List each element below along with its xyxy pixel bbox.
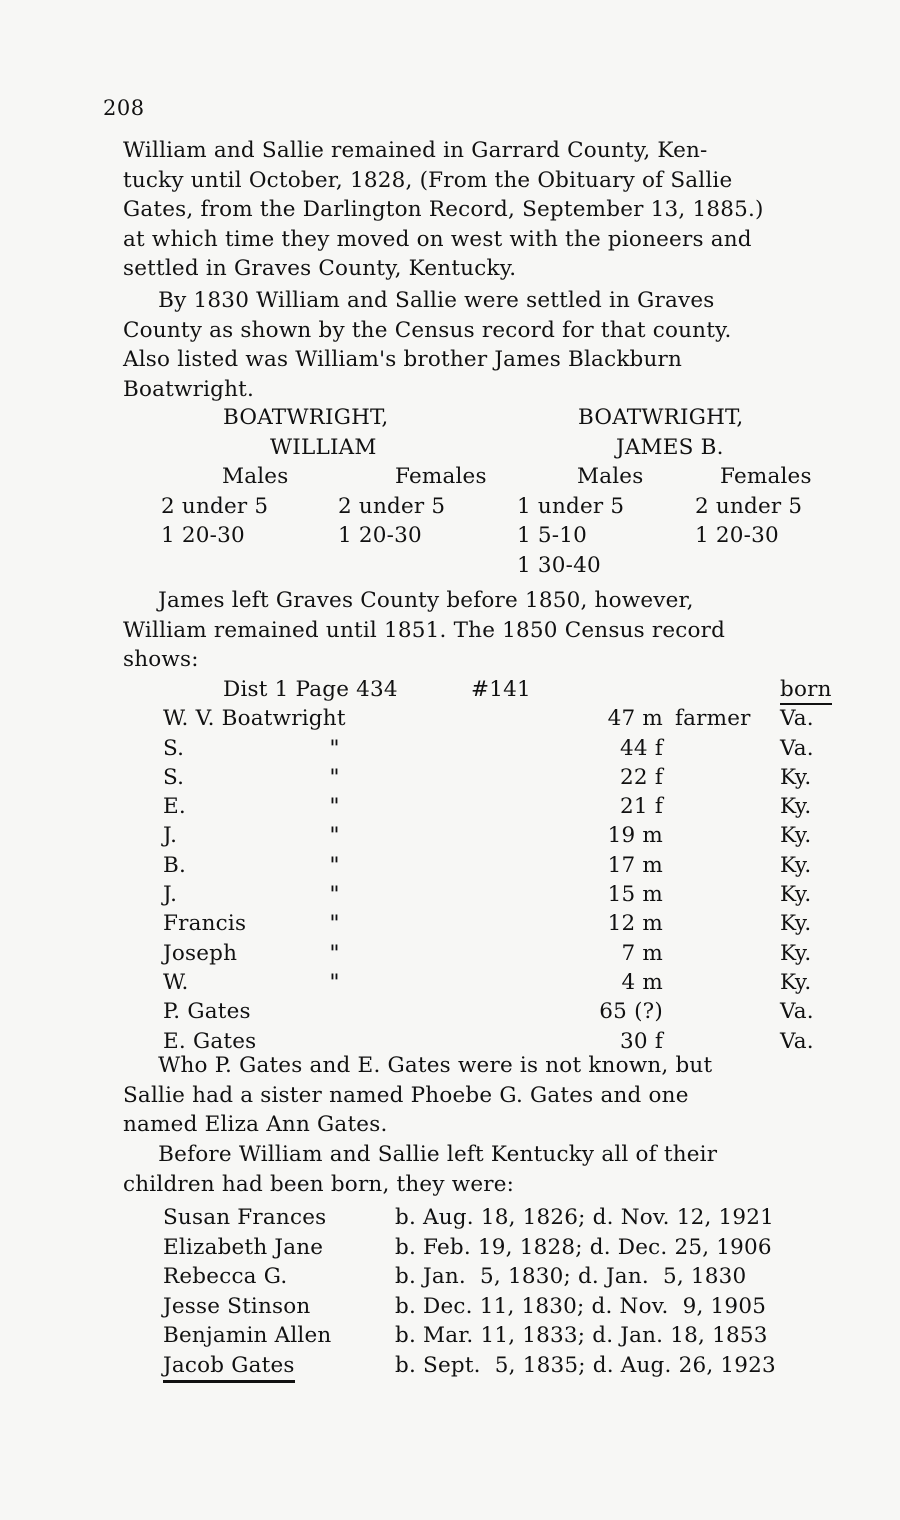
children-list xyxy=(123,1203,900,1381)
text-line: Boatwright. xyxy=(123,376,255,402)
column-header-females-2: Females xyxy=(720,464,812,490)
text-line: children had been born, they were: xyxy=(123,1171,515,1197)
person-age: 19 m xyxy=(607,823,663,849)
tally-females-1-row-2: 1 20-30 xyxy=(338,523,422,549)
ditto-mark: " xyxy=(328,823,342,849)
ditto-mark: " xyxy=(328,940,342,966)
child-name-highlighted xyxy=(163,1351,295,1381)
ditto-mark: " xyxy=(328,764,342,790)
person-age: 47 m xyxy=(607,706,663,732)
tally-males-1-row-2: 1 20-30 xyxy=(161,523,245,549)
child-name: Rebecca G. xyxy=(163,1264,288,1290)
child-name-text: Jacob Gates xyxy=(163,1353,295,1383)
census-1830-data-row xyxy=(123,492,900,522)
household-1-given: WILLIAM xyxy=(270,434,377,460)
household-1-surname: BOATWRIGHT, xyxy=(223,405,389,430)
text-line: William and Sallie remained in Garrard County, Ken- xyxy=(123,138,708,163)
person-name: S. xyxy=(163,735,185,761)
column-header-born xyxy=(780,675,832,704)
text-line: Gates, from the Darlington Record, September 13, 1885.) xyxy=(123,197,764,223)
table-row xyxy=(123,821,900,850)
person-age: 17 m xyxy=(607,852,663,878)
person-age: 22 f xyxy=(620,764,663,790)
table-row xyxy=(123,939,900,968)
ditto-mark: " xyxy=(328,969,342,995)
child-name: Susan Frances xyxy=(163,1205,327,1230)
child-dates: b. Jan. 5, 1830; d. Jan. 5, 1830 xyxy=(395,1264,747,1290)
list-item xyxy=(123,1292,900,1322)
text-line: County as shown by the Census record for that county. xyxy=(123,317,732,343)
text-line: tucky until October, 1828, (From the Obituary of Sallie xyxy=(123,167,733,193)
ditto-mark: " xyxy=(328,794,342,820)
tally-females-2-row-2: 1 20-30 xyxy=(695,523,779,549)
table-row xyxy=(123,763,900,792)
table-row xyxy=(123,880,900,909)
person-birthplace: Ky. xyxy=(780,764,812,790)
person-name: J. xyxy=(163,882,178,908)
person-age: 30 f xyxy=(620,1028,663,1054)
person-name: W. V. Boatwright xyxy=(163,706,346,732)
person-name: J. xyxy=(163,823,178,849)
ditto-mark: " xyxy=(328,911,342,937)
person-age: 15 m xyxy=(607,882,663,908)
ditto-mark: " xyxy=(328,882,342,908)
text-line: By 1830 William and Sallie were settled in Graves xyxy=(123,288,715,313)
person-birthplace: Va. xyxy=(780,1028,814,1054)
person-birthplace: Ky. xyxy=(780,940,812,966)
person-birthplace: Ky. xyxy=(780,794,812,820)
list-item xyxy=(123,1203,900,1233)
person-age: 4 m xyxy=(621,969,663,995)
person-name: E. xyxy=(163,794,186,820)
column-header-females-1: Females xyxy=(395,464,487,490)
person-birthplace: Ky. xyxy=(780,882,812,908)
person-name: B. xyxy=(163,852,187,878)
ditto-mark: " xyxy=(328,852,342,878)
person-name: Joseph xyxy=(163,940,238,966)
table-row xyxy=(123,909,900,938)
child-dates: b. Feb. 19, 1828; d. Dec. 25, 1906 xyxy=(395,1234,772,1260)
text-line: named Eliza Ann Gates. xyxy=(123,1112,388,1138)
person-age: 7 m xyxy=(621,940,663,966)
table-row xyxy=(123,997,900,1026)
list-item xyxy=(123,1351,900,1381)
table-row xyxy=(123,734,900,763)
child-name: Benjamin Allen xyxy=(163,1323,332,1349)
list-item xyxy=(123,1321,900,1351)
child-dates: b. Dec. 11, 1830; d. Nov. 9, 1905 xyxy=(395,1293,767,1319)
paragraph-1830-graves-county xyxy=(123,286,900,404)
census-1830-column-headers xyxy=(123,462,900,492)
tally-males-2-row-3: 1 30-40 xyxy=(517,552,601,578)
text-line: at which time they moved on west with the pioneers and xyxy=(123,226,752,252)
child-name: Elizabeth Jane xyxy=(163,1234,324,1260)
census-1830-data-row xyxy=(123,551,900,581)
person-age: 44 f xyxy=(620,735,663,761)
person-age: 65 (?) xyxy=(599,999,663,1025)
list-item xyxy=(123,1262,900,1292)
table-row xyxy=(123,851,900,880)
person-name: W. xyxy=(163,969,189,995)
household-2-surname: BOATWRIGHT, xyxy=(578,405,744,430)
tally-males-2-row-1: 1 under 5 xyxy=(517,493,625,519)
text-line: Also listed was William's brother James Blackburn xyxy=(123,347,683,373)
person-name: S. xyxy=(163,764,185,790)
tally-females-1-row-1: 2 under 5 xyxy=(338,493,446,519)
household-2-given: JAMES B. xyxy=(616,434,724,460)
household-number: #141 xyxy=(471,677,531,702)
paragraph-william-sallie-garrard xyxy=(123,136,900,284)
census-1830-surname-row xyxy=(123,403,900,433)
person-name: Francis xyxy=(163,911,247,937)
person-birthplace: Ky. xyxy=(780,823,812,849)
person-birthplace: Va. xyxy=(780,706,814,732)
paragraph-james-left-graves xyxy=(123,586,900,675)
table-row xyxy=(123,704,900,733)
person-birthplace: Va. xyxy=(780,999,814,1025)
text-line: James left Graves County before 1850, however, xyxy=(123,588,694,613)
census-1850-header-row xyxy=(123,675,900,704)
tally-males-1-row-1: 2 under 5 xyxy=(161,493,269,519)
paragraph-who-were-gates xyxy=(123,1051,900,1140)
census-1830-data-row xyxy=(123,521,900,551)
page-number: 208 xyxy=(103,96,145,120)
column-header-born-text: born xyxy=(780,677,832,705)
person-age: 21 f xyxy=(620,794,663,820)
person-occupation: farmer xyxy=(675,706,751,732)
person-birthplace: Ky. xyxy=(780,911,812,937)
census-1830-table xyxy=(123,403,900,581)
text-line: Sallie had a sister named Phoebe G. Gates and one xyxy=(123,1082,689,1108)
text-line: William remained until 1851. The 1850 Census record xyxy=(123,617,726,643)
child-name: Jesse Stinson xyxy=(163,1293,311,1319)
list-item xyxy=(123,1233,900,1263)
child-dates: b. Aug. 18, 1826; d. Nov. 12, 1921 xyxy=(395,1205,775,1230)
ditto-mark: " xyxy=(328,735,342,761)
census-source-line: Dist 1 Page 434 xyxy=(223,677,398,702)
person-name: P. Gates xyxy=(163,999,251,1025)
paragraph-children-intro xyxy=(123,1140,900,1199)
table-row xyxy=(123,968,900,997)
child-dates: b. Mar. 11, 1833; d. Jan. 18, 1853 xyxy=(395,1323,768,1349)
tally-females-2-row-1: 2 under 5 xyxy=(695,493,803,519)
census-1830-given-row xyxy=(123,433,900,463)
column-header-males-1: Males xyxy=(222,464,289,490)
census-1850-table xyxy=(123,675,900,1056)
column-header-males-2: Males xyxy=(577,464,644,490)
text-line: Who P. Gates and E. Gates were is not known, but xyxy=(123,1053,713,1078)
person-birthplace: Va. xyxy=(780,735,814,761)
text-line: Before William and Sallie left Kentucky all of their xyxy=(123,1142,718,1167)
person-name: E. Gates xyxy=(163,1028,257,1054)
person-birthplace: Ky. xyxy=(780,852,812,878)
person-age: 12 m xyxy=(607,911,663,937)
person-birthplace: Ky. xyxy=(780,969,812,995)
child-dates: b. Sept. 5, 1835; d. Aug. 26, 1923 xyxy=(395,1352,776,1378)
text-line: settled in Graves County, Kentucky. xyxy=(123,256,517,282)
table-row xyxy=(123,792,900,821)
text-line: shows: xyxy=(123,647,199,673)
tally-males-2-row-2: 1 5-10 xyxy=(517,523,588,549)
